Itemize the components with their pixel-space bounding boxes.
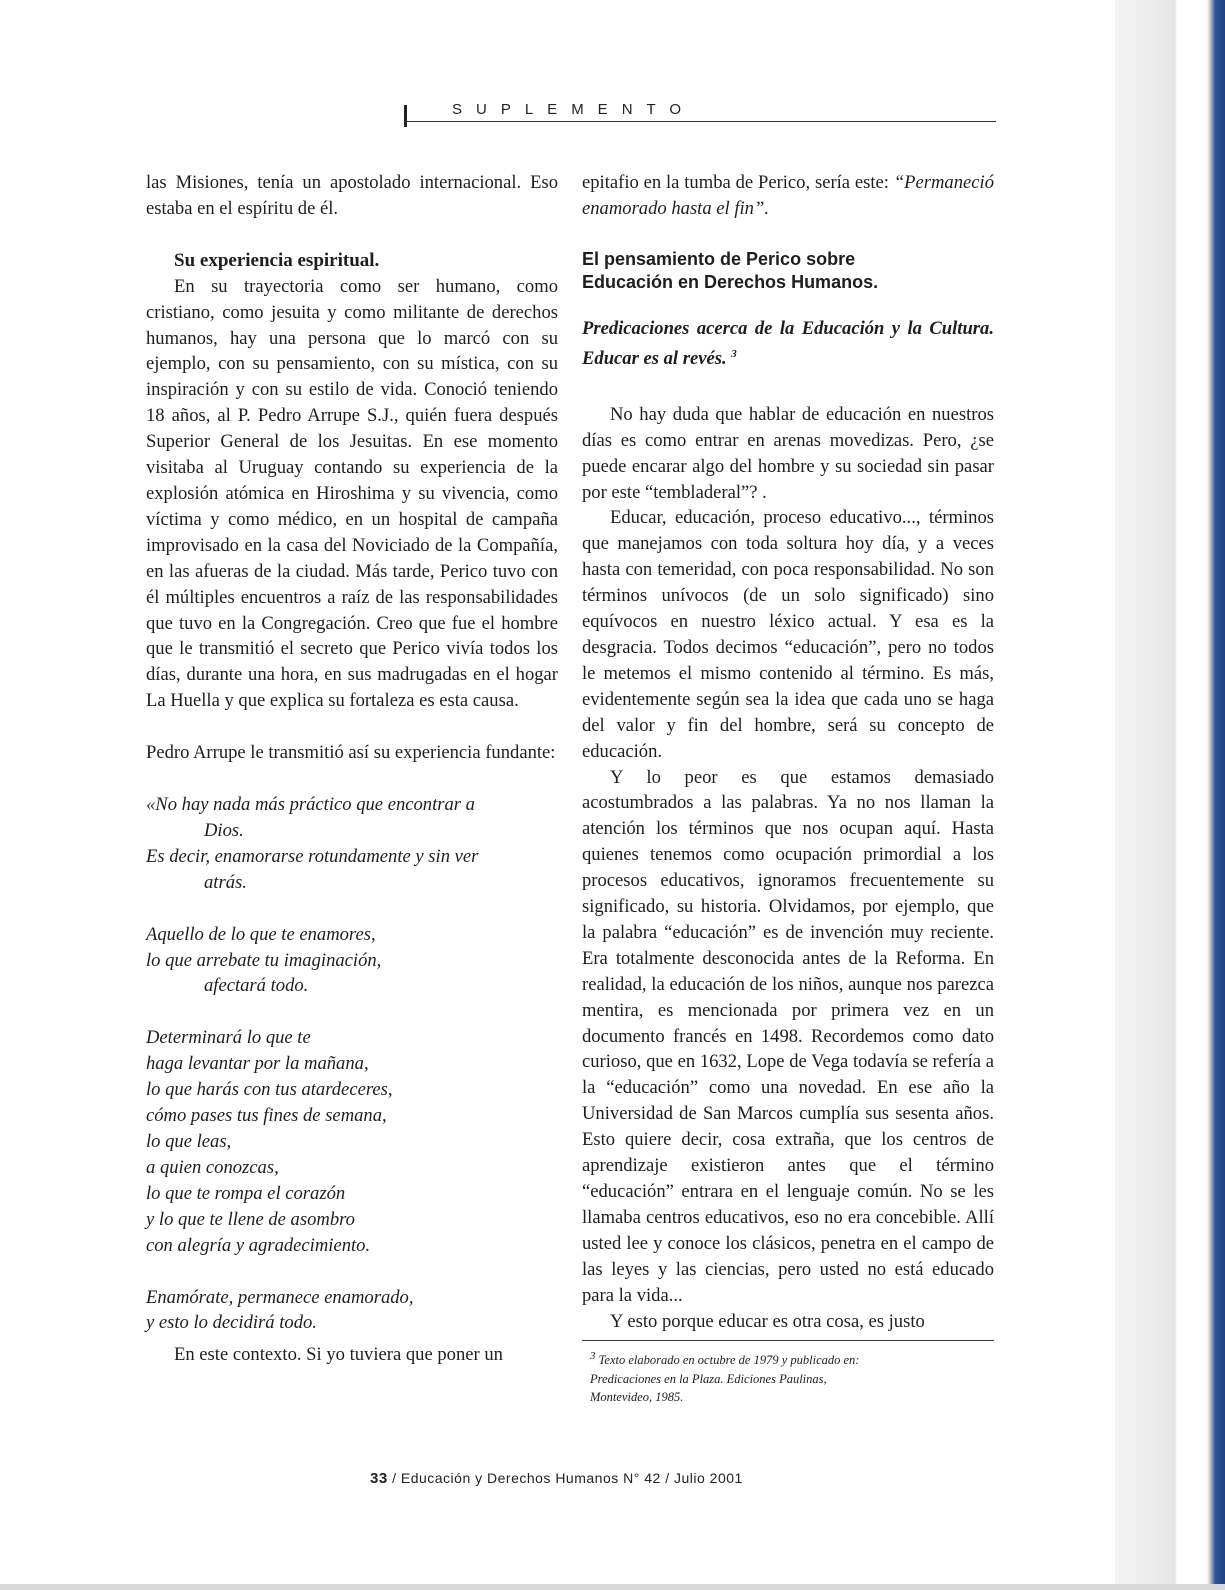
scan-edge <box>1115 0 1225 1590</box>
header-label: SUPLEMENTO <box>452 101 696 118</box>
poem-stanza-1 <box>146 792 558 896</box>
header-rule <box>404 121 996 122</box>
running-header <box>404 103 996 129</box>
footnote-rule <box>582 1340 994 1341</box>
subheading: Su experiencia espiritual. <box>174 249 380 271</box>
section-title-line-2: Educación en Derechos Humanos. <box>582 271 879 292</box>
left-paragraph-1: las Misiones, tenía un apostolado internacional. Eso estaba en el espíritu de él. <box>146 172 558 219</box>
poem-stanza-4 <box>146 1285 558 1337</box>
poem-line: lo que leas, <box>146 1131 232 1152</box>
left-paragraph-2: En su trayectoria como ser humano, como cristiano, como jesuita y como militante de derechos humanos, hay una persona que lo marcó con su ejemplo, con su pensamiento, con su mística, con su inspiración y con su estilo de vida. Conoció teniendo 18 años, al P. Pedro Arrupe S.J., quién fuera después Superior General de los Jesuitas. En ese momento visitaba al Uruguay contando su experiencia de la explosión atómica en Hiroshima y su vivencia, como víctima y como médico, en un hospital de campaña improvisado en la casa del Noviciado de la Compañía, en las afueras de la ciudad. Más tarde, Perico tuvo con él múltiples encuentros a raíz de las responsabilidades que tuvo en la Congregación. Creo que fue el hombre que le transmitió el secreto que Perico vivía todos los días, durante una hora, en sus madrugadas en el hogar La Huella y que explica su fortaleza es esta causa. <box>146 275 558 712</box>
left-column <box>146 170 558 1368</box>
poem-line: cómo pases tus fines de semana, <box>146 1105 387 1127</box>
poem-line: Enamórate, permanece enamorado, <box>146 1286 414 1308</box>
italic-subtitle-text: Predicaciones acerca de la Educación y la Cultura. Educar es al revés. <box>582 317 994 369</box>
left-paragraph-4: En este contexto. Si yo tuviera que poner un <box>174 1344 503 1366</box>
footnote-number: 3 <box>590 1350 596 1363</box>
right-paragraph-5: Y esto porque educar es otra cosa, es justo <box>610 1310 925 1332</box>
epitaph-quote: “Permaneció enamorado hasta el fin”. <box>582 172 994 219</box>
right-paragraph-3: Educar, educación, proceso educativo..., términos que manejamos con toda soltura hoy día, y a veces hasta con temeridad, con poca responsabilidad. No son términos unívocos (de un solo significado) sino equívocos en nuestro léxico actual. Y esa es la desgracia. Todos decimos “educación”, pero no todos le metemos el mismo contenido al término. Es más, evidentemente según sea la idea que cada uno se haga del valor y fin del hombre, será su concepto de educación. <box>582 507 994 762</box>
italic-subtitle <box>582 316 994 372</box>
right-paragraph-4: Y lo peor es que estamos demasiado acostumbrados a las palabras. Ya no nos llaman la atención los términos que nos ocupan aquí. Hasta quienes tenemos como ocupación primordial a los procesos educativos, ignoramos frecuentemente su significado, su historia. Olvidamos, por ejemplo, que la palabra “educación” es de invención muy reciente. Era totalmente desconocida antes de la Reforma. En realidad, la educación de los niños, aunque nos parezca mentira, es mencionada por primera vez en un documento francés en 1498. Recordemos como dato curioso, que en 1632, Lope de Vega todavía se refería a la “educación” como una novedad. En ese año la Universidad de San Marcos cumplía sus sesenta años. Esto quiere decir, cosa extraña, que los centros de aprendizaje existieron antes que el término “educación” entrara en el lenguaje común. No se les llamaba centros educativos, eso no era concebible. Allí usted lee y conoce los clásicos, penetra en el campo de las leyes y las ciencias, pero usted no está educado para la vida... <box>582 766 994 1306</box>
footnote-text: Texto elaborado en octubre de 1979 y publicado en: Predicaciones en la Plaza. Ediciones Paulinas, Montevideo, 1985. <box>590 1353 860 1404</box>
poem-line: «No hay nada más práctico que encontrar a <box>146 794 475 816</box>
scan-bottom-edge <box>0 1584 1225 1590</box>
poem-line: lo que arrebate tu imaginación, <box>146 949 382 971</box>
page-number: 33 <box>370 1470 388 1487</box>
poem-line: Determinará lo que te <box>146 1027 311 1049</box>
poem-line: Aquello de lo que te enamores, <box>146 923 376 945</box>
left-paragraph-3: Pedro Arrupe le transmitió así su experiencia fundante: <box>146 742 556 764</box>
poem-stanza-3 <box>146 1025 558 1258</box>
poem-line: Es decir, enamorarse rotundamente y sin ver <box>146 845 479 867</box>
section-title <box>582 248 994 294</box>
right-paragraph-1 <box>582 170 994 222</box>
poem <box>146 792 558 1336</box>
poem-line: lo que harás con tus atardeceres, <box>146 1079 393 1101</box>
poem-line: y lo que te llene de asombro <box>146 1208 355 1230</box>
right-paragraph-2: No hay duda que hablar de educación en nuestros días es como entrar en arenas movedizas. Pero, ¿se puede encarar algo del hombre y su sociedad sin pasar por este “tembladeral”? . <box>582 403 994 503</box>
poem-line: con alegría y agradecimiento. <box>146 1234 371 1256</box>
poem-stanza-2 <box>146 922 558 1000</box>
poem-line: a quien conozcas, <box>146 1156 279 1178</box>
footnote <box>582 1347 880 1405</box>
poem-line: y esto lo decidirá todo. <box>146 1312 317 1334</box>
poem-line: Dios. <box>204 819 244 841</box>
right-column <box>582 170 994 1406</box>
footer-publication: / Educación y Derechos Humanos N° 42 / Julio 2001 <box>392 1470 743 1486</box>
right-paragraph-1-text: epitafio en la tumba de Perico, sería este: <box>582 172 894 193</box>
poem-line: lo que te rompa el corazón <box>146 1182 346 1204</box>
header-bar <box>404 105 407 127</box>
page-footer <box>370 1470 743 1487</box>
poem-line: haga levantar por la mañana, <box>146 1053 369 1075</box>
poem-line: atrás. <box>204 871 247 893</box>
poem-line: afectará todo. <box>204 975 309 997</box>
footnote-reference: 3 <box>731 347 737 360</box>
section-title-line-1: El pensamiento de Perico sobre <box>582 248 856 269</box>
